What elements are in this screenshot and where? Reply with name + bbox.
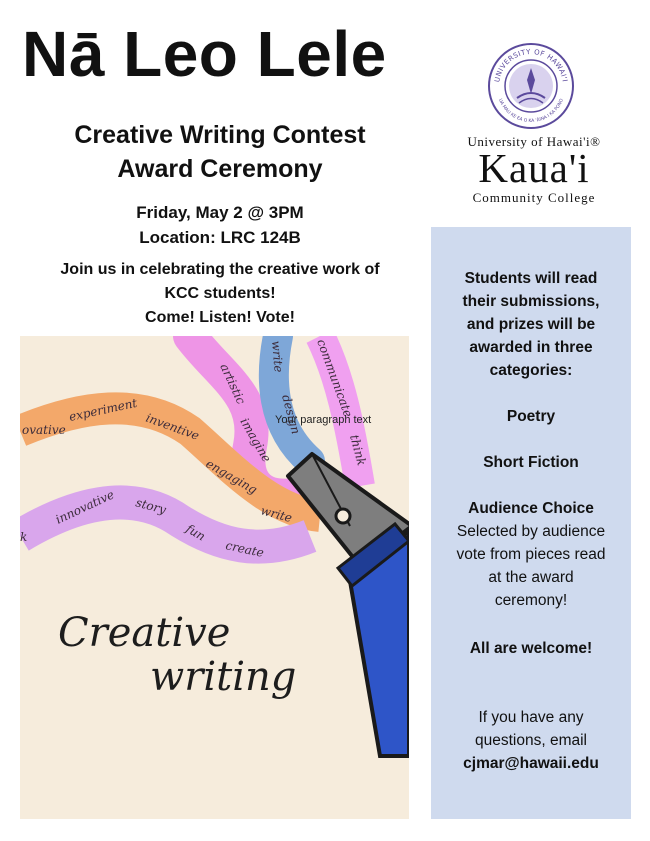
ribbon-word: artistic	[217, 361, 249, 407]
intro-line: and prizes will be	[466, 316, 596, 333]
contact-text	[431, 706, 631, 752]
paragraph-placeholder: Your paragraph text	[275, 414, 372, 426]
category-short-fiction: Short Fiction	[483, 454, 579, 471]
description-line: at the award	[488, 569, 574, 586]
ribbon-word: write	[259, 503, 294, 526]
category-audience-choice: Audience Choice	[468, 500, 594, 517]
ribbon-illustration	[20, 336, 409, 819]
ribbon-word: communicate	[314, 337, 356, 419]
ribbon-word: create	[224, 538, 266, 560]
seal-top-text: UNIVERSITY OF HAWAI'I	[493, 47, 569, 83]
category-poetry: Poetry	[506, 408, 556, 425]
event-date: Friday, May 2 @ 3PM	[136, 203, 304, 222]
audience-choice-description	[431, 520, 631, 612]
artwork-title: Creative	[58, 610, 231, 656]
ribbon-word: innovative	[53, 487, 117, 527]
invitation-line: KCC students!	[164, 285, 276, 302]
artwork-title: writing	[150, 654, 297, 700]
seal-bottom-text: UA MAU KE EA O KA 'ĀINA I KA PONO	[497, 98, 565, 125]
ribbon-word: design	[279, 393, 304, 436]
intro-line: Students will read	[464, 270, 598, 287]
intro-text	[431, 267, 631, 382]
page-title: Nā Leo Lele	[22, 18, 387, 90]
welcome-text: All are welcome!	[469, 640, 593, 657]
subtitle-line: Award Ceremony	[117, 155, 323, 183]
creative-writing-artwork	[20, 336, 409, 819]
ribbon-word: imagine	[237, 415, 274, 465]
contact-line: If you have any	[478, 709, 584, 726]
invitation-line: Join us in celebrating the creative work of	[60, 261, 380, 278]
subtitle-line: Creative Writing Contest	[74, 121, 366, 149]
event-details	[30, 200, 410, 250]
invitation-text	[30, 258, 410, 330]
contact-email-link[interactable]: cjmar@hawaii.edu	[463, 755, 599, 772]
invitation-line: Come! Listen! Vote!	[145, 309, 295, 326]
ribbon-word: fun	[183, 521, 208, 544]
fountain-pen-icon	[288, 454, 409, 756]
event-location: Location: LRC 124B	[139, 228, 301, 247]
intro-line: their submissions,	[462, 293, 600, 310]
info-sidebar	[431, 227, 631, 819]
ribbon-word: write	[269, 340, 286, 373]
campus-name: Kaua'i	[478, 145, 590, 191]
university-name: University of Hawai'i®	[467, 134, 601, 149]
ribbon-word: engaging	[203, 456, 260, 497]
event-subtitle	[30, 118, 410, 186]
contact-line: questions, email	[474, 732, 587, 749]
ribbon-word: k	[20, 530, 28, 544]
university-seal-icon	[487, 42, 575, 130]
ribbon-word: experiment	[67, 395, 139, 424]
description-line: vote from pieces read	[456, 546, 606, 563]
description-line: ceremony!	[494, 592, 568, 609]
ribbon-word: story	[134, 495, 168, 517]
intro-line: categories:	[489, 362, 573, 379]
intro-line: awarded in three	[469, 339, 593, 356]
college-name: Community College	[472, 190, 596, 205]
ribbon-word: inventive	[143, 410, 202, 443]
ribbon-word: think	[347, 433, 369, 468]
ribbon-word: ovative	[22, 423, 66, 437]
description-line: Selected by audience	[456, 523, 606, 540]
